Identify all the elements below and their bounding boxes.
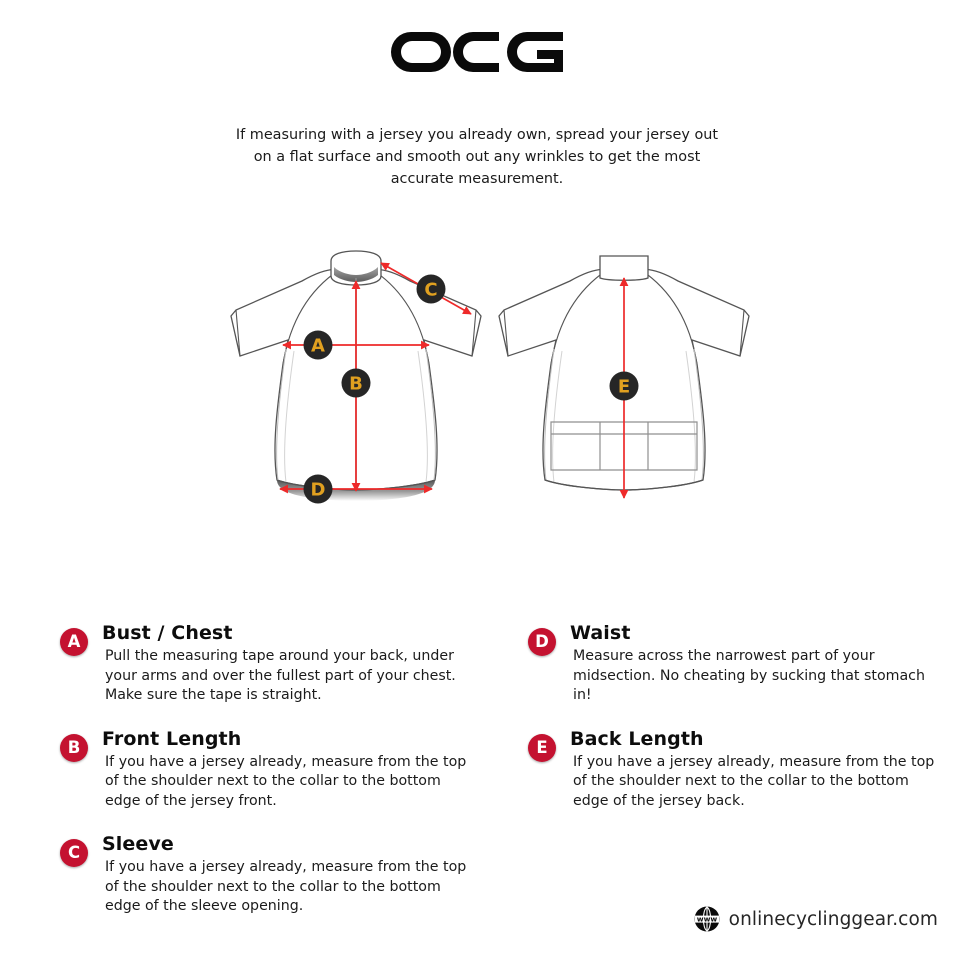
legend-title-back-length: Back Length xyxy=(570,727,704,750)
ocg-logo-icon xyxy=(387,28,567,80)
legend-item-waist xyxy=(528,620,948,706)
legend-badge-d: D xyxy=(528,628,556,656)
intro-paragraph: If measuring with a jersey you already own, spread your jersey out on a flat surface and smooth out any wrinkles to get the most accurate measurement. xyxy=(235,127,719,188)
marker-d-label: D xyxy=(310,479,326,501)
legend-desc-sleeve: If you have a jersey already, measure from the top of the shoulder next to the collar to the bottom edge of the sleeve opening. xyxy=(105,859,467,914)
legend-title-front-length: Front Length xyxy=(102,727,242,750)
marker-e-back-length xyxy=(610,372,639,401)
legend-desc-waist: Measure across the narrowest part of your midsection. No cheating by sucking that stomach in! xyxy=(573,648,925,703)
legend-desc-back-length: If you have a jersey already, measure from the top of the shoulder next to the collar to the bottom edge of the jersey back. xyxy=(573,753,935,809)
brand-logo xyxy=(0,28,954,84)
footer-url[interactable]: onlinecyclinggear.com xyxy=(728,908,938,930)
jersey-front-view xyxy=(231,251,481,504)
measurement-legend xyxy=(0,620,954,914)
jersey-back-view xyxy=(499,256,749,498)
marker-d-waist xyxy=(304,475,333,504)
jersey-measurement-diagram xyxy=(0,248,954,533)
legend-title-bust-chest: Bust / Chest xyxy=(102,622,233,644)
jersey-diagram-svg xyxy=(0,248,954,533)
marker-a-bust-chest xyxy=(304,331,333,360)
legend-desc-front-length: If you have a jersey already, measure from the top of the shoulder next to the collar to the bottom edge of the jersey front. xyxy=(105,753,467,809)
footer xyxy=(0,906,954,946)
legend-desc-bust-chest: Pull the measuring tape around your back, under your arms and over the fullest part of your chest. Make sure the tape is straight. xyxy=(105,648,456,703)
marker-c-label: C xyxy=(424,279,438,301)
legend-column-left xyxy=(60,620,480,937)
legend-item-back-length xyxy=(528,726,948,812)
globe-icon-text: www xyxy=(696,914,717,924)
legend-badge-e: E xyxy=(528,734,556,762)
footer-branding[interactable] xyxy=(694,906,938,932)
legend-title-sleeve: Sleeve xyxy=(102,833,174,855)
marker-a-label: A xyxy=(311,335,325,357)
globe-www-icon xyxy=(694,906,720,932)
legend-column-right xyxy=(528,620,948,831)
marker-b-label: B xyxy=(349,373,363,395)
marker-b-front-length xyxy=(342,369,371,398)
legend-item-sleeve xyxy=(60,831,480,917)
legend-item-front-length xyxy=(60,726,480,812)
legend-title-waist: Waist xyxy=(570,622,631,644)
legend-badge-c: C xyxy=(60,839,88,867)
marker-e-label: E xyxy=(617,376,631,398)
legend-badge-b: B xyxy=(60,734,88,762)
marker-c-sleeve xyxy=(417,275,446,304)
legend-badge-a: A xyxy=(60,628,88,656)
legend-item-bust-chest xyxy=(60,620,480,706)
